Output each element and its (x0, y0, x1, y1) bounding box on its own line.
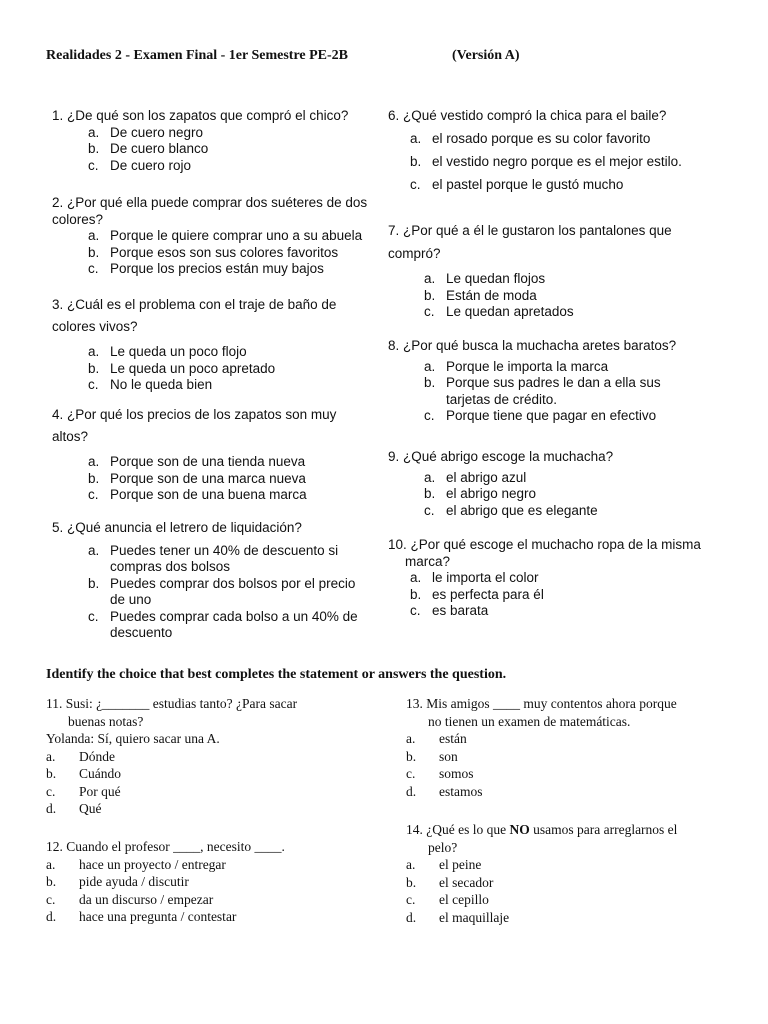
answer-option[interactable]: c. da un discurso / empezar (46, 891, 214, 907)
question-3 (52, 294, 357, 394)
answer-option[interactable]: a. De cuero negro (88, 124, 204, 140)
answer-option[interactable]: a. Le queda un poco flojo (88, 344, 247, 359)
question-stem: 12. Cuando el profesor ____, necesito ____. (46, 839, 285, 854)
question-2 (52, 195, 380, 278)
question-7 (388, 219, 693, 321)
question-stem: 2. ¿Por qué ella puede comprar dos suéteres de dos colores? (52, 195, 368, 227)
answer-option[interactable]: d. estamos (406, 783, 483, 799)
answer-option[interactable]: b. es perfecta para él (410, 586, 544, 602)
question-5 (52, 520, 372, 642)
question-stem: 1. ¿De qué son los zapatos que compró el chico? (52, 108, 349, 123)
answer-option[interactable]: b. pide ayuda / discutir (46, 874, 189, 889)
question-4 (52, 404, 357, 504)
answer-option[interactable]: b. el abrigo negro (424, 486, 537, 501)
question-stem-continued: buenas notas? (68, 713, 144, 729)
answer-option[interactable]: a. Dónde (46, 748, 115, 764)
answer-option[interactable]: a. Porque le importa la marca (424, 358, 609, 374)
answer-option[interactable]: a. Porque son de una tienda nueva (88, 454, 306, 469)
answer-option[interactable]: b. el secador (406, 874, 494, 890)
answer-option[interactable]: a. el abrigo azul (424, 469, 527, 485)
answer-option[interactable]: a. hace un proyecto / entregar (46, 856, 226, 872)
question-stem: 9. ¿Qué abrigo escoge la muchacha? (388, 449, 614, 464)
answer-option[interactable]: c. es barata (410, 603, 489, 618)
answer-option[interactable]: a. el peine (406, 857, 482, 872)
question-stem: 13. Mis amigos ____ muy contentos ahora porque (406, 696, 677, 711)
question-6 (388, 108, 718, 196)
exam-title: Realidades 2 - Examen Final - 1er Semestre PE-2B (46, 48, 349, 63)
answer-option[interactable]: a. el rosado porque es su color favorito (410, 130, 651, 146)
exam-version: (Versión A) (452, 48, 520, 63)
question-12 (46, 838, 366, 926)
question-stem: 8. ¿Por qué busca la muchacha aretes baratos? (388, 338, 677, 353)
answer-option[interactable]: c. Por qué (46, 783, 121, 799)
question-stem: 7. ¿Por qué a él le gustaron los pantalones que compró? (388, 223, 672, 261)
question-stem: 4. ¿Por qué los precios de los zapatos son muy altos? (52, 407, 337, 444)
answer-option[interactable]: b. Cuándo (46, 766, 121, 781)
answer-option[interactable]: b. De cuero blanco (88, 141, 209, 156)
answer-option[interactable]: c. somos (406, 766, 474, 781)
answer-option[interactable]: d. el maquillaje (406, 909, 510, 925)
answer-option[interactable]: b. Porque son de una marca nueva (88, 470, 306, 486)
answer-option[interactable]: b. Están de moda (424, 287, 537, 303)
question-stem-continued: pelo? (428, 839, 458, 855)
answer-option[interactable]: b. el vestido negro porque es el mejor estilo. (410, 153, 682, 169)
question-8 (388, 338, 718, 425)
answer-option[interactable]: b. Porque esos son sus colores favoritos (88, 244, 339, 260)
answer-option[interactable]: c. Porque tiene que pagar en efectivo (424, 408, 657, 423)
answer-option[interactable]: a. Puedes tener un 40% de descuento si compras dos bolsos (88, 542, 339, 574)
answer-option[interactable]: a. Porque le quiere comprar uno a su abuela (88, 228, 363, 243)
question-11 (46, 695, 366, 818)
emphasis-text: NO (509, 822, 530, 837)
question-stem-continued: no tienen un examen de matemáticas. (428, 713, 631, 729)
answer-option[interactable]: a. le importa el color (410, 570, 539, 585)
question-stem: 10. ¿Por qué escoge el muchacho ropa de la misma marca? (388, 537, 701, 569)
answer-option[interactable]: c. No le queda bien (88, 377, 213, 392)
answer-option[interactable]: c. Puedes comprar cada bolso a un 40% de descuento (88, 608, 358, 640)
question-13 (406, 695, 736, 800)
answer-option[interactable]: c. Le quedan apretados (424, 304, 574, 319)
section-instructions: Identify the choice that best completes the statement or answers the question. (46, 667, 507, 682)
question-stem: 14. ¿Qué es lo que NO usamos para arreglarnos el (406, 822, 678, 837)
answer-option[interactable]: d. hace una pregunta / contestar (46, 909, 237, 924)
answer-option[interactable]: c. Porque los precios están muy bajos (88, 261, 324, 276)
question-stem: 5. ¿Qué anuncia el letrero de liquidación? (52, 520, 302, 535)
question-stem: 3. ¿Cuál es el problema con el traje de baño de colores vivos? (52, 297, 337, 334)
answer-option[interactable]: c. el cepillo (406, 892, 489, 907)
question-10 (388, 537, 718, 620)
question-stem: 11. Susi: ¿_______ estudias tanto? ¿Para sacar (46, 696, 298, 711)
answer-option[interactable]: c. el abrigo que es elegante (424, 502, 598, 518)
answer-option[interactable]: c. Porque son de una buena marca (88, 487, 307, 502)
answer-option[interactable]: b. Porque sus padres le dan a ella sus tarjetas de crédito. (424, 375, 661, 407)
dialogue-line: Yolanda: Sí, quiero sacar una A. (46, 731, 220, 746)
question-9 (388, 449, 718, 519)
answer-option[interactable]: c. el pastel porque le gustó mucho (410, 176, 624, 192)
answer-option[interactable]: c. De cuero rojo (88, 157, 192, 173)
answer-option[interactable]: b. Le queda un poco apretado (88, 360, 276, 376)
answer-option[interactable]: b. son (406, 748, 458, 764)
question-14 (406, 821, 736, 926)
question-1 (52, 108, 382, 174)
answer-option[interactable]: a. Le quedan flojos (424, 271, 546, 286)
answer-option[interactable]: d. Qué (46, 801, 102, 816)
answer-option[interactable]: b. Puedes comprar dos bolsos por el precio de uno (88, 575, 356, 607)
answer-option[interactable]: a. están (406, 731, 467, 746)
question-stem: 6. ¿Qué vestido compró la chica para el baile? (388, 108, 667, 123)
